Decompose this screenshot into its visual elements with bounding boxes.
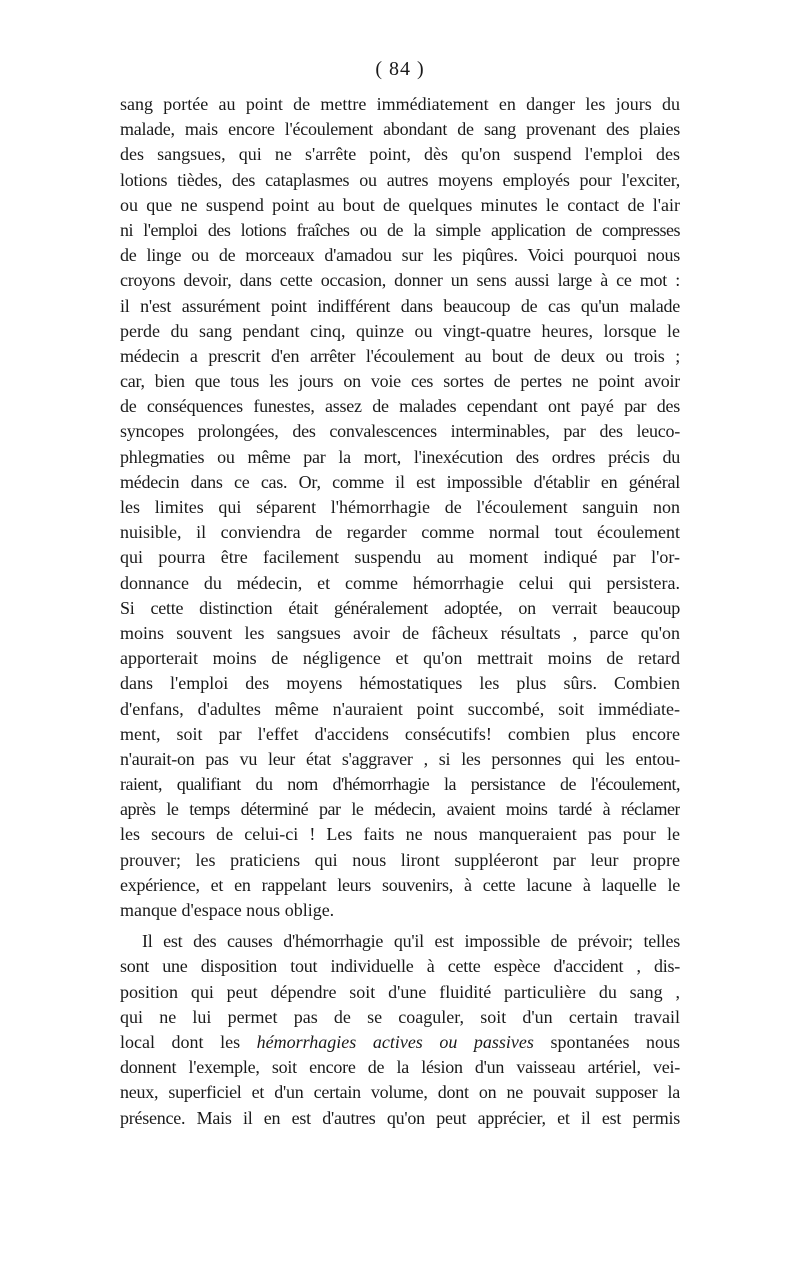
text-line: manque d'espace nous oblige. [120, 900, 335, 920]
text-line: car, bien que tous les jours on voie ces sortes de pertes ne point avoir [120, 371, 680, 392]
text-line: des sangsues, qui ne s'arrête point, dès qu'on suspend l'emploi des [120, 144, 680, 165]
text-line: prouver; les praticiens qui nous liront suppléeront par leur propre [120, 849, 680, 870]
text-line: donnent l'exemple, soit encore de la lésion d'un vaisseau artériel, vei- [120, 1057, 680, 1078]
text-line: expérience, et en rappelant leurs souvenirs, à cette lacune à laquelle le [120, 874, 680, 895]
text-line: médecin dans ce cas. Or, comme il est impossible d'établir en général [120, 471, 680, 492]
text-line: n'aurait-on pas vu leur état s'aggraver , si les personnes qui les entou- [120, 748, 680, 769]
document-page [120, 56, 680, 1131]
text-line: les secours de celui-ci ! Les faits ne nous manqueraient pas pour le [120, 824, 680, 845]
text-line: syncopes prolongées, des convalescences interminables, par des leuco- [120, 421, 680, 442]
text-line: Si cette distinction était généralement adoptée, on verrait beaucoup [120, 597, 680, 618]
text-line: médecin a prescrit d'en arrêter l'écoulement au bout de deux ou trois ; [120, 345, 680, 366]
text-line: présence. Mais il en est d'autres qu'on peut apprécier, et il est permis [120, 1107, 680, 1128]
text-line: qui pourra être facilement suspendu au moment indiqué par l'or- [120, 547, 680, 568]
text-line: moins souvent les sangsues avoir de fâcheux résultats , parce qu'on [120, 622, 680, 643]
text-line: les limites qui séparent l'hémorrhagie de l'écoulement sanguin non [120, 497, 680, 517]
text-line: d'enfans, d'adultes même n'auraient point succombé, soit immédiate- [120, 698, 680, 719]
text-line: croyons devoir, dans cette occasion, donner un sens aussi large à ce mot : [120, 270, 680, 291]
paragraph-1 [120, 92, 680, 923]
text-line: perde du sang pendant cinq, quinze ou vingt-quatre heures, lorsque le [120, 320, 680, 341]
text-line: après le temps déterminé par le médecin, avaient moins tardé à réclamer [120, 799, 680, 820]
text-line: donnance du médecin, et comme hémorrhagie celui qui persistera. [120, 572, 680, 593]
text-line: raient, qualifiant du nom d'hémorrhagie la persistance de l'écoulement, [120, 774, 680, 795]
italic-phrase: hémorrhagies actives ou passives [256, 1031, 534, 1052]
text-line: apporterait moins de négligence et qu'on mettrait moins de retard [120, 648, 680, 669]
text-line: dans l'emploi des moyens hémostatiques les plus sûrs. Combien [120, 673, 680, 694]
text-line: neux, superficiel et d'un certain volume, dont on ne pouvait supposer la [120, 1082, 680, 1103]
text-line: de conséquences funestes, assez de malades cependant ont payé par des [120, 396, 680, 417]
paragraph-2 [120, 929, 680, 1131]
text-line: phlegmaties ou même par la mort, l'inexécution des ordres précis du [120, 446, 680, 467]
text-line: sont une disposition tout individuelle à cette espèce d'accident , dis- [120, 956, 680, 977]
text-line: de linge ou de morceaux d'amadou sur les piqûres. Voici pourquoi nous [120, 245, 680, 266]
text-line: Il est des causes d'hémorrhagie qu'il est impossible de prévoir; telles [142, 931, 680, 952]
text-line: ment, soit par l'effet d'accidens consécutifs! combien plus encore [120, 723, 680, 744]
text-line: lotions tièdes, des cataplasmes ou autres moyens employés pour l'exciter, [120, 169, 680, 190]
text-segment: spontanées nous [533, 1031, 680, 1052]
page-number: ( 84 ) [375, 58, 425, 80]
text-line: sang portée au point de mettre immédiatement en danger les jours du [120, 94, 680, 114]
text-line: qui ne lui permet pas de se coaguler, soit d'un certain travail [120, 1006, 680, 1027]
text-line: position qui peut dépendre soit d'une fluidité particulière du sang , [120, 981, 680, 1002]
text-segment: local dont les [120, 1031, 257, 1052]
text-line: il n'est assurément point indifférent dans beaucoup de cas qu'un malade [120, 295, 680, 316]
text-line: malade, mais encore l'écoulement abondant de sang provenant des plaies [120, 119, 680, 140]
text-line: ou que ne suspend point au bout de quelques minutes le contact de l'air [120, 194, 680, 215]
text-line-with-italic [120, 1030, 680, 1055]
text-line: nuisible, il conviendra de regarder comme normal tout écoulement [120, 522, 680, 543]
text-line: ni l'emploi des lotions fraîches ou de la simple application de compresses [120, 219, 680, 240]
